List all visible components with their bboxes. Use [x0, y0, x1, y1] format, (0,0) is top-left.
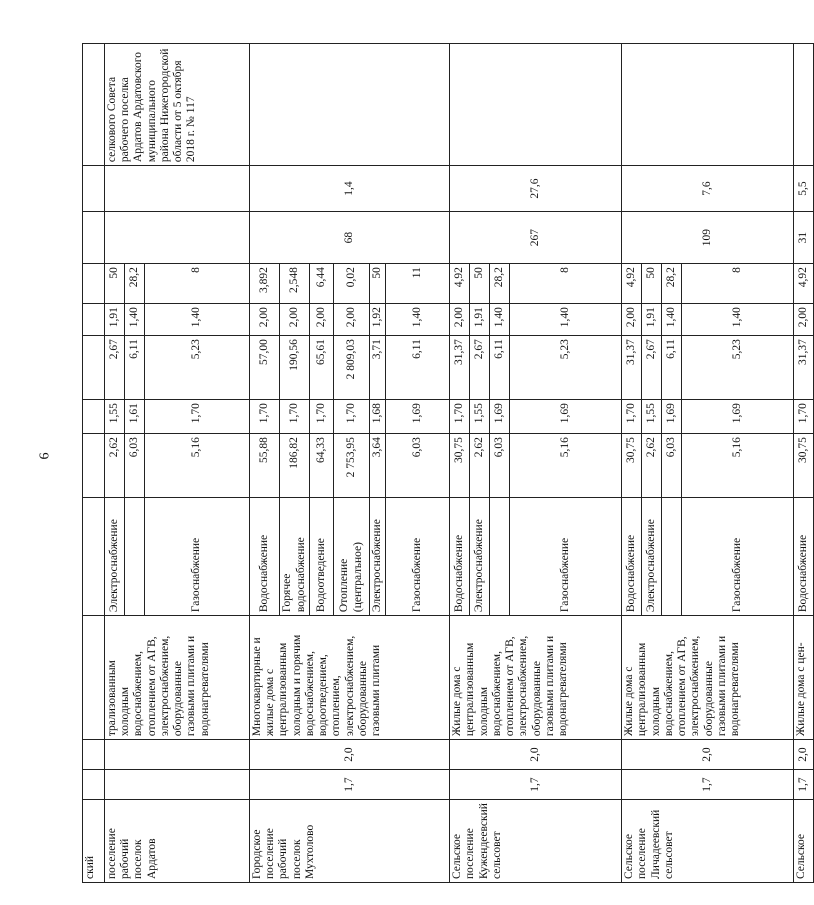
index-value-cell: 1,70	[145, 400, 250, 434]
norm-value-cell: 50	[370, 264, 386, 304]
tariff-value-cell: 2,62	[105, 434, 125, 498]
service-name-cell	[662, 498, 682, 616]
rate-cell: 7,6	[622, 166, 794, 212]
empty-cell	[83, 264, 105, 304]
housing-description-cell: Жилые дома с цен-	[794, 616, 814, 740]
service-name-cell: Электроснабжение	[105, 498, 125, 616]
norm-value-cell: 0,02	[334, 264, 370, 304]
service-name-cell: Водоотведение	[310, 498, 334, 616]
norm-value-cell: 50	[642, 264, 662, 304]
rate-cell: 27,6	[450, 166, 622, 212]
table-row	[105, 44, 125, 883]
service-name-cell: Отопление (централъное)	[334, 498, 370, 616]
norm-value-cell: 28,2	[662, 264, 682, 304]
index-value-cell: 1,69	[510, 400, 622, 434]
service-name-cell: Водоснабжение	[622, 498, 642, 616]
coefficient-cell: 1,7	[250, 770, 450, 800]
tariff-value-cell: 2,62	[470, 434, 490, 498]
norm-value-cell: 8	[145, 264, 250, 304]
index-value-cell: 1,40	[662, 304, 682, 336]
rate-cell: 109	[622, 212, 794, 264]
housing-description-cell: Жилые дома с централизованным холодным водоснабжением, отоплением от АГВ, электроснабжением, оборудованные газовыми плитами и водонагревателями	[622, 616, 794, 740]
rate-cell	[105, 166, 250, 212]
tariff-value-cell: 2,67	[470, 336, 490, 400]
index-value-cell: 1,55	[105, 400, 125, 434]
index-value-cell: 2,00	[250, 304, 280, 336]
index-value-cell: 1,69	[682, 400, 794, 434]
index-value-cell: 1,61	[125, 400, 145, 434]
tariff-value-cell: 6,11	[662, 336, 682, 400]
tariff-value-cell: 65,61	[310, 336, 334, 400]
municipality-cell: Городское поселение рабочий поселок Мухтолово	[250, 800, 450, 883]
service-name-cell: Водоснабжение	[794, 498, 814, 616]
rate-cell: 267	[450, 212, 622, 264]
index-value-cell: 1,40	[490, 304, 510, 336]
norm-value-cell: 8	[510, 264, 622, 304]
norm-value-cell: 4,92	[450, 264, 470, 304]
service-name-cell: Водоснабжение	[250, 498, 280, 616]
service-name-cell: Водоснабжение	[450, 498, 470, 616]
tariff-value-cell: 190,56	[280, 336, 310, 400]
municipality-cell: Сельское поселение Личадеевский сельсовет	[622, 800, 794, 883]
index-value-cell: 1,55	[642, 400, 662, 434]
index-value-cell: 1,40	[145, 304, 250, 336]
index-value-cell: 1,69	[490, 400, 510, 434]
rate-cell: 1,4	[250, 166, 450, 212]
index-value-cell: 1,69	[386, 400, 450, 434]
housing-description-cell: Многоквартирные и жилые дома с централизованным холодным и горячим водоснабжением, водоотведением, отоплением, электроснабжением, оборудованные газовыми плитами	[250, 616, 450, 740]
legal-note-cell	[250, 44, 450, 166]
index-value-cell: 1,91	[105, 304, 125, 336]
index-value-cell: 2,00	[280, 304, 310, 336]
legal-note-cell	[83, 44, 105, 166]
tariff-value-cell: 57,00	[250, 336, 280, 400]
tariff-value-cell: 31,37	[450, 336, 470, 400]
norm-value-cell: 4,92	[622, 264, 642, 304]
index-value-cell: 1,70	[334, 400, 370, 434]
tariff-table	[82, 43, 814, 883]
empty-cell	[83, 304, 105, 336]
service-name-cell: Электроснабжение	[642, 498, 662, 616]
tariff-value-cell: 55,88	[250, 434, 280, 498]
tariff-value-cell: 2 809,03	[334, 336, 370, 400]
service-name-cell	[490, 498, 510, 616]
municipality-cell: Сельское поселение Кужендеевский сельсовет	[450, 800, 622, 883]
tariff-value-cell: 5,16	[682, 434, 794, 498]
tariff-value-cell: 31,37	[622, 336, 642, 400]
tariff-value-cell: 64,33	[310, 434, 334, 498]
service-name-cell: Газоснабжение	[145, 498, 250, 616]
norm-value-cell: 11	[386, 264, 450, 304]
index-value-cell: 1,70	[280, 400, 310, 434]
index-value-cell: 1,70	[622, 400, 642, 434]
norm-value-cell: 28,2	[490, 264, 510, 304]
rate-cell	[83, 212, 105, 264]
table-row	[622, 44, 642, 883]
norm-value-cell: 28,2	[125, 264, 145, 304]
index-value-cell: 1,70	[450, 400, 470, 434]
index-value-cell: 2,00	[334, 304, 370, 336]
coefficient-cell	[105, 740, 250, 770]
tariff-value-cell: 2,67	[642, 336, 662, 400]
index-value-cell: 1,91	[642, 304, 662, 336]
tariff-value-cell: 2 753,95	[334, 434, 370, 498]
tariff-value-cell: 31,37	[794, 336, 814, 400]
service-name-cell	[125, 498, 145, 616]
table-row	[450, 44, 470, 883]
index-value-cell: 1,70	[250, 400, 280, 434]
coefficient-cell: 2,0	[794, 740, 814, 770]
legal-note-cell	[622, 44, 794, 166]
tariff-value-cell: 5,16	[145, 434, 250, 498]
index-value-cell: 1,40	[386, 304, 450, 336]
index-value-cell: 1,70	[310, 400, 334, 434]
tariff-value-cell: 6,11	[490, 336, 510, 400]
rate-cell	[83, 166, 105, 212]
coefficient-cell: 1,7	[622, 770, 794, 800]
tariff-value-cell: 5,23	[145, 336, 250, 400]
tariff-value-cell: 5,23	[510, 336, 622, 400]
norm-value-cell: 2,548	[280, 264, 310, 304]
table-body	[83, 44, 814, 883]
index-value-cell: 1,55	[470, 400, 490, 434]
norm-value-cell: 50	[470, 264, 490, 304]
tariff-value-cell: 2,62	[642, 434, 662, 498]
index-value-cell: 2,00	[450, 304, 470, 336]
tariff-value-cell: 3,71	[370, 336, 386, 400]
coefficient-cell: 2,0	[250, 740, 450, 770]
index-value-cell: 1,68	[370, 400, 386, 434]
tariff-value-cell: 3,64	[370, 434, 386, 498]
tariff-value-cell: 186,82	[280, 434, 310, 498]
tariff-value-cell: 6,03	[662, 434, 682, 498]
municipality-cell: поселение рабочий поселок Ардатов	[105, 800, 250, 883]
index-value-cell: 1,40	[682, 304, 794, 336]
empty-cell	[83, 434, 105, 498]
rate-cell: 31	[794, 212, 814, 264]
housing-description-cell: Жилые дома с централизованным холодным водоснабжением, отоплением от АГВ, электроснабжением, оборудованные газовыми плитами и водонагревателями	[450, 616, 622, 740]
service-name-cell: Газоснабжение	[682, 498, 794, 616]
tariff-value-cell: 6,11	[125, 336, 145, 400]
tariff-value-cell: 6,11	[386, 336, 450, 400]
tariff-value-cell: 6,03	[490, 434, 510, 498]
service-name-cell: Электроснабжение	[370, 498, 386, 616]
table-row	[250, 44, 280, 883]
coefficient-cell: 1,7	[794, 770, 814, 800]
tariff-value-cell: 5,23	[682, 336, 794, 400]
empty-cell	[83, 498, 105, 616]
legal-note-cell	[794, 44, 814, 166]
municipality-cell: ский	[83, 800, 105, 883]
index-value-cell: 2,00	[622, 304, 642, 336]
municipality-cell: Сельское	[794, 800, 814, 883]
coefficient-cell: 2,0	[622, 740, 794, 770]
housing-description-cell	[83, 616, 105, 740]
index-value-cell: 2,00	[794, 304, 814, 336]
rate-cell: 5,5	[794, 166, 814, 212]
coefficient-cell: 2,0	[450, 740, 622, 770]
service-name-cell: Газоснабжение	[510, 498, 622, 616]
coefficient-cell	[83, 770, 105, 800]
service-name-cell: Газоснабжение	[386, 498, 450, 616]
table-row	[83, 44, 105, 883]
table-row	[794, 44, 814, 883]
service-name-cell: Электроснабжение	[470, 498, 490, 616]
norm-value-cell: 8	[682, 264, 794, 304]
tariff-value-cell: 30,75	[794, 434, 814, 498]
page-number: 6	[37, 452, 53, 460]
norm-value-cell: 4,92	[794, 264, 814, 304]
service-name-cell: Горячее водоснабжение	[280, 498, 310, 616]
index-value-cell: 2,00	[310, 304, 334, 336]
index-value-cell: 1,40	[510, 304, 622, 336]
index-value-cell: 1,40	[125, 304, 145, 336]
rate-cell	[105, 212, 250, 264]
coefficient-cell	[83, 740, 105, 770]
index-value-cell: 1,91	[470, 304, 490, 336]
index-value-cell: 1,92	[370, 304, 386, 336]
coefficient-cell: 1,7	[450, 770, 622, 800]
empty-cell	[83, 336, 105, 400]
tariff-value-cell: 5,16	[510, 434, 622, 498]
rate-cell: 68	[250, 212, 450, 264]
tariff-value-cell: 30,75	[450, 434, 470, 498]
coefficient-cell	[105, 770, 250, 800]
tariff-value-cell: 30,75	[622, 434, 642, 498]
empty-cell	[83, 400, 105, 434]
legal-note-cell	[450, 44, 622, 166]
tariff-value-cell: 2,67	[105, 336, 125, 400]
norm-value-cell: 3,892	[250, 264, 280, 304]
norm-value-cell: 50	[105, 264, 125, 304]
index-value-cell: 1,70	[794, 400, 814, 434]
tariff-value-cell: 6,03	[386, 434, 450, 498]
housing-description-cell: трализованным холодным водоснабжением, отоплением от АГВ, электроснабжением, оборудованные газовыми плитами и водонагревателями	[105, 616, 250, 740]
tariff-value-cell: 6,03	[125, 434, 145, 498]
index-value-cell: 1,69	[662, 400, 682, 434]
norm-value-cell: 6,44	[310, 264, 334, 304]
legal-note-cell: селкового Совета рабочего поселка Ардатов Ардатовского муниципального района Нижегородской области от 5 октября 2018 г. № 117	[105, 44, 250, 166]
